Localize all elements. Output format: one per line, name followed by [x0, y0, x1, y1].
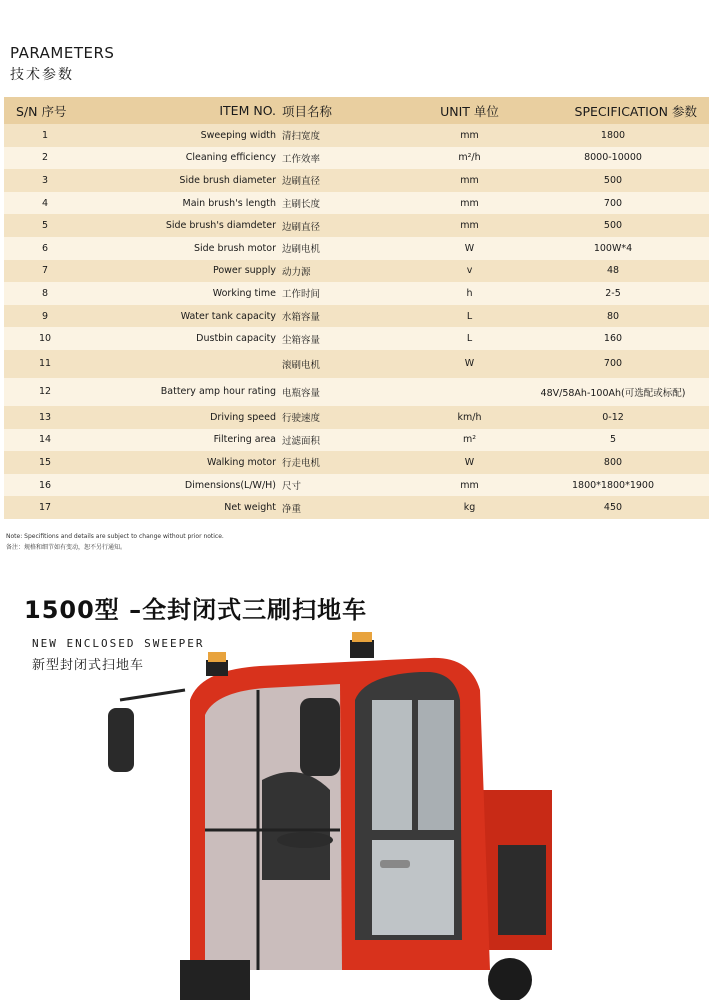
note-cn: 备注：规格和细节如有变动，恕不另行通知。 — [6, 544, 127, 551]
row-item-en: Walking motor — [207, 456, 276, 468]
row-sn: 6 — [41, 242, 49, 254]
row-sn: 12 — [38, 386, 52, 398]
table-row — [4, 192, 709, 215]
parameters-title-cn: 技术参数 — [10, 67, 74, 83]
row-spec: 450 — [603, 502, 623, 514]
machine-steering-wheel — [277, 832, 333, 848]
row-unit: mm — [460, 197, 479, 209]
row-sn: 15 — [38, 456, 52, 468]
row-item-en — [86, 350, 280, 378]
row-sn: 13 — [38, 411, 52, 423]
table-row — [4, 214, 709, 237]
row-spec: 1800 — [600, 129, 626, 141]
row-unit: L — [466, 310, 473, 322]
table-row — [4, 496, 709, 519]
machine-door-handle — [380, 860, 410, 868]
row-spec: 5 — [609, 434, 617, 446]
row-spec: 0-12 — [602, 411, 624, 423]
table-row — [4, 305, 709, 328]
row-unit: W — [464, 456, 475, 468]
row-sn: 8 — [41, 287, 49, 299]
row-spec: 700 — [603, 197, 623, 209]
machine-door-glass-lower — [372, 840, 454, 935]
sweeper-machine-illustration — [0, 630, 682, 1000]
row-item-cn: 净重 — [282, 503, 302, 515]
machine-rear-panel — [498, 845, 546, 935]
row-item-cn: 行走电机 — [282, 458, 321, 470]
row-item-cn: 滚刷电机 — [282, 359, 321, 371]
row-item-en: Side brush diameter — [179, 174, 276, 186]
row-spec: 800 — [603, 456, 623, 468]
table-row — [4, 282, 709, 305]
row-spec: 2-5 — [605, 287, 621, 299]
table-row — [4, 327, 709, 350]
row-item-en: Battery amp hour rating — [160, 386, 276, 398]
row-unit: m²/h — [458, 152, 481, 164]
note-en: Note: Specifitions and details are subject to change without prior notice. — [6, 533, 224, 540]
row-spec: 500 — [603, 220, 623, 232]
row-unit: W — [464, 358, 475, 370]
row-unit: mm — [460, 174, 479, 186]
row-spec: 160 — [603, 333, 623, 345]
row-item-en: Filtering area — [213, 434, 276, 446]
table-row — [4, 429, 709, 452]
row-spec: 80 — [606, 310, 620, 322]
row-item-cn: 水箱容量 — [282, 312, 321, 324]
product-subtitle-cn: 新型封闭式扫地车 — [32, 658, 145, 673]
product-subtitle-en: NEW ENCLOSED SWEEPER — [32, 637, 205, 650]
row-spec: 48V/58Ah-100Ah(可选配或标配) — [540, 387, 686, 399]
row-item-cn: 尺寸 — [282, 481, 302, 493]
table-row — [4, 169, 709, 192]
header-spec: SPECIFICATION 参数 — [574, 103, 697, 119]
row-unit: h — [466, 287, 473, 299]
row-item-en: Side brush's diamdeter — [165, 220, 276, 232]
table-row — [4, 451, 709, 474]
row-sn: 7 — [41, 265, 49, 277]
machine-left-mirror — [108, 708, 134, 772]
row-item-en: Side brush motor — [193, 242, 276, 254]
table-row — [4, 147, 709, 170]
table-row — [4, 378, 709, 406]
header-item: ITEM NO. — [219, 103, 276, 118]
header-item-cn: 项目名称 — [282, 103, 333, 119]
product-title: 1500型 –全封闭式三刷扫地车 — [24, 596, 368, 624]
row-item-en: Dimensions(L/W/H) — [184, 479, 276, 491]
row-item-en: Dustbin capacity — [196, 333, 276, 345]
row-item-en: Power supply — [212, 265, 276, 277]
header-unit: UNIT 单位 — [440, 103, 499, 119]
row-unit: mm — [460, 479, 479, 491]
row-spec: 500 — [603, 174, 623, 186]
row-sn: 17 — [38, 502, 52, 514]
row-item-cn: 过滤面积 — [282, 435, 321, 447]
spec-table-body — [4, 124, 709, 519]
row-unit — [422, 378, 517, 406]
row-spec: 48 — [606, 265, 620, 277]
row-sn: 14 — [38, 434, 52, 446]
row-item-cn: 工作效率 — [282, 153, 321, 165]
row-item-cn: 工作时间 — [282, 289, 321, 301]
row-unit: mm — [460, 129, 479, 141]
row-item-cn: 动力源 — [282, 266, 311, 278]
row-item-en: Net weight — [224, 502, 276, 514]
machine-front-bumper — [180, 960, 250, 1000]
header-sn: S/N 序号 — [16, 103, 67, 119]
row-sn: 4 — [41, 197, 49, 209]
row-sn: 10 — [38, 333, 52, 345]
table-row — [4, 260, 709, 283]
machine-door-glass-left — [372, 700, 412, 830]
row-item-en: Main brush's length — [182, 197, 276, 209]
row-item-cn: 边刷直径 — [282, 176, 321, 188]
machine-rear-wheel — [488, 958, 532, 1000]
row-item-cn: 边刷直径 — [282, 221, 321, 233]
row-spec: 8000-10000 — [584, 152, 642, 164]
table-row — [4, 406, 709, 429]
row-unit: m² — [462, 434, 477, 446]
row-spec: 700 — [603, 358, 623, 370]
row-unit: kg — [463, 502, 476, 514]
spec-table-header — [4, 97, 709, 124]
machine-warning-light-right — [350, 640, 374, 658]
row-item-en: Driving speed — [210, 411, 276, 423]
row-sn: 2 — [41, 152, 49, 164]
row-sn: 9 — [41, 310, 49, 322]
row-sn: 5 — [41, 220, 49, 232]
row-unit: W — [464, 242, 475, 254]
row-item-cn: 电瓶容量 — [282, 387, 321, 399]
row-item-cn: 边刷电机 — [282, 244, 321, 256]
parameters-title-en: PARAMETERS — [10, 44, 115, 62]
table-row — [4, 350, 709, 378]
row-sn: 1 — [41, 129, 49, 141]
row-unit: L — [466, 333, 473, 345]
row-item-cn: 尘箱容量 — [282, 334, 321, 346]
machine-center-mirror — [300, 698, 340, 776]
table-row — [4, 237, 709, 260]
row-item-en: Water tank capacity — [180, 310, 276, 322]
row-unit: mm — [460, 220, 479, 232]
row-item-en: Working time — [212, 287, 276, 299]
row-item-en: Sweeping width — [200, 129, 276, 141]
machine-door-glass-right — [418, 700, 454, 830]
row-item-cn: 行驶速度 — [282, 413, 321, 425]
table-row — [4, 474, 709, 497]
row-spec: 1800*1800*1900 — [571, 479, 655, 491]
row-sn: 3 — [41, 174, 49, 186]
row-spec: 100W*4 — [593, 242, 633, 254]
machine-seat — [262, 772, 330, 880]
table-row — [4, 124, 709, 147]
row-unit: km/h — [457, 411, 482, 423]
row-sn: 16 — [38, 479, 52, 491]
row-item-cn: 清扫宽度 — [282, 131, 321, 143]
row-sn: 11 — [38, 358, 52, 370]
machine-warning-light-left — [206, 660, 228, 676]
row-unit: v — [466, 265, 473, 277]
row-item-cn: 主刷长度 — [282, 199, 321, 211]
row-item-en: Cleaning efficiency — [185, 152, 276, 164]
spec-table — [4, 97, 709, 519]
